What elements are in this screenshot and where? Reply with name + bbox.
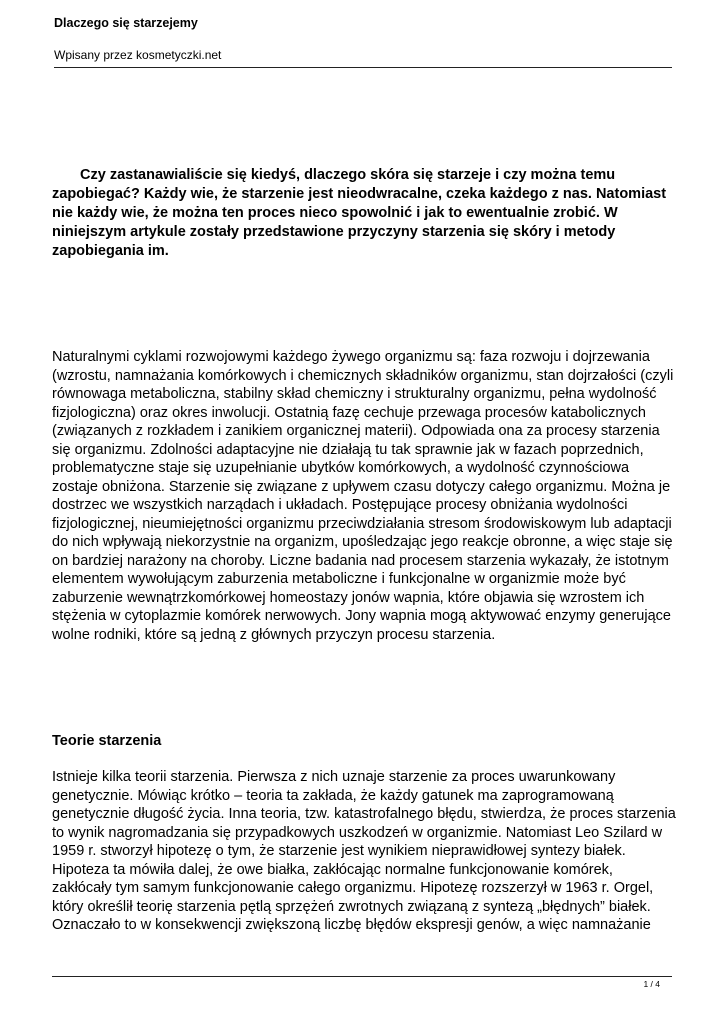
intro-paragraph: Czy zastanawialiście się kiedyś, dlaczego skóra się starzeje i czy można temu zapobiegać? Każdy wie, że starzenie jest nieodwracalne, czeka każdego z nas. Natomiast nie każdy wie, że można ten proces nieco spowolnić i jak to ewentualnie zrobić. W niniejszym artykule zostały przedstawione przyczyny starzenia się skóry i metody zapobiegania im. [52, 167, 667, 259]
page-footer [52, 976, 672, 989]
page-number: 1 / 4 [643, 979, 660, 989]
page-header [54, 0, 672, 68]
section-heading: Teorie starzenia [52, 733, 162, 749]
document-title: Dlaczego się starzejemy [54, 16, 198, 30]
body-paragraph-2: Istnieje kilka teorii starzenia. Pierwsza z nich uznaje starzenie za proces uwarunkowany genetycznie. Mówiąc krótko – teoria ta zakłada, że każdy gatunek ma zaprogramowaną genetycznie długość życia. Inna teoria, tzw. katastrofalnego błędu, stwierdza, że proces starzenia to wynik nagromadzania się przypadkowych uszkodzeń w organizmie. Natomiast Leo Szilard w 1959 r. stworzył hipotezę o tym, że starzenie jest wynikiem nieprawidłowej syntezy białek. Hipoteza ta mówiła dalej, że owe białka, zakłócając normalne funkcjonowanie komórek, zakłócały tym samym funkcjonowanie całego organizmu. Hipotezę rozszerzył w 1963 r. Orgel, który określił teorię starzenia pętlą sprzężeń zwrotnych związaną z syntezą „błędnych” białek. Oznaczało to w konsekwencji zwiększoną liczbę błędów ekspresji genów, a więc namnażanie [52, 769, 676, 933]
body-paragraph-1: Naturalnymi cyklami rozwojowymi każdego żywego organizmu są: faza rozwoju i dojrzewania (wzrostu, namnażania komórkowych i chemicznych składników organizmu, stan dojrzałości (czyli równowaga metaboliczna, stabilny skład chemiczny i strukturalny organizmu, pełna wydolność fizjologiczna) oraz okres inwolucji. Ostatnią fazę cechuje przewaga procesów katabolicznych (związanych z rozkładem i zanikiem organicznej materii). Odpowiada ona za procesy starzenia się organizmu. Zdolności adaptacyjne nie działają tu tak sprawnie jak w fazach poprzednich, problematyczne staje się uzupełnianie ubytków komórkowych, a wydolność czynnościowa zostaje obniżona. Starzenie się związane z upływem czasu dotyczy całego organizmu. Można je dostrzec we wszystkich narządach i układach. Postępujące procesy obniżania wydolności fizjologicznej, nieumiejętności organizmu przeciwdziałania stresom środowiskowym lub adaptacji do nich wpływają niekorzystnie na organizm, upośledzając jego reakcje obronne, a więc staje się on bardziej narażony na choroby. Liczne badania nad procesem starzenia wykazały, że istotnym elementem wywołującym zaburzenia metaboliczne i funkcjonalne w organizmie może być zaburzenie wewnątrzkomórkowej homeostazy jonów wapnia, które objawia się wzrostem ich stężenia w cytoplazmie komórek nerwowych. Jony wapnia mogą aktywować enzymy generujące wolne rodniki, które są jedną z głównych przyczyn procesu starzenia. [52, 349, 674, 643]
document-byline: Wpisany przez kosmetyczki.net [54, 48, 222, 62]
